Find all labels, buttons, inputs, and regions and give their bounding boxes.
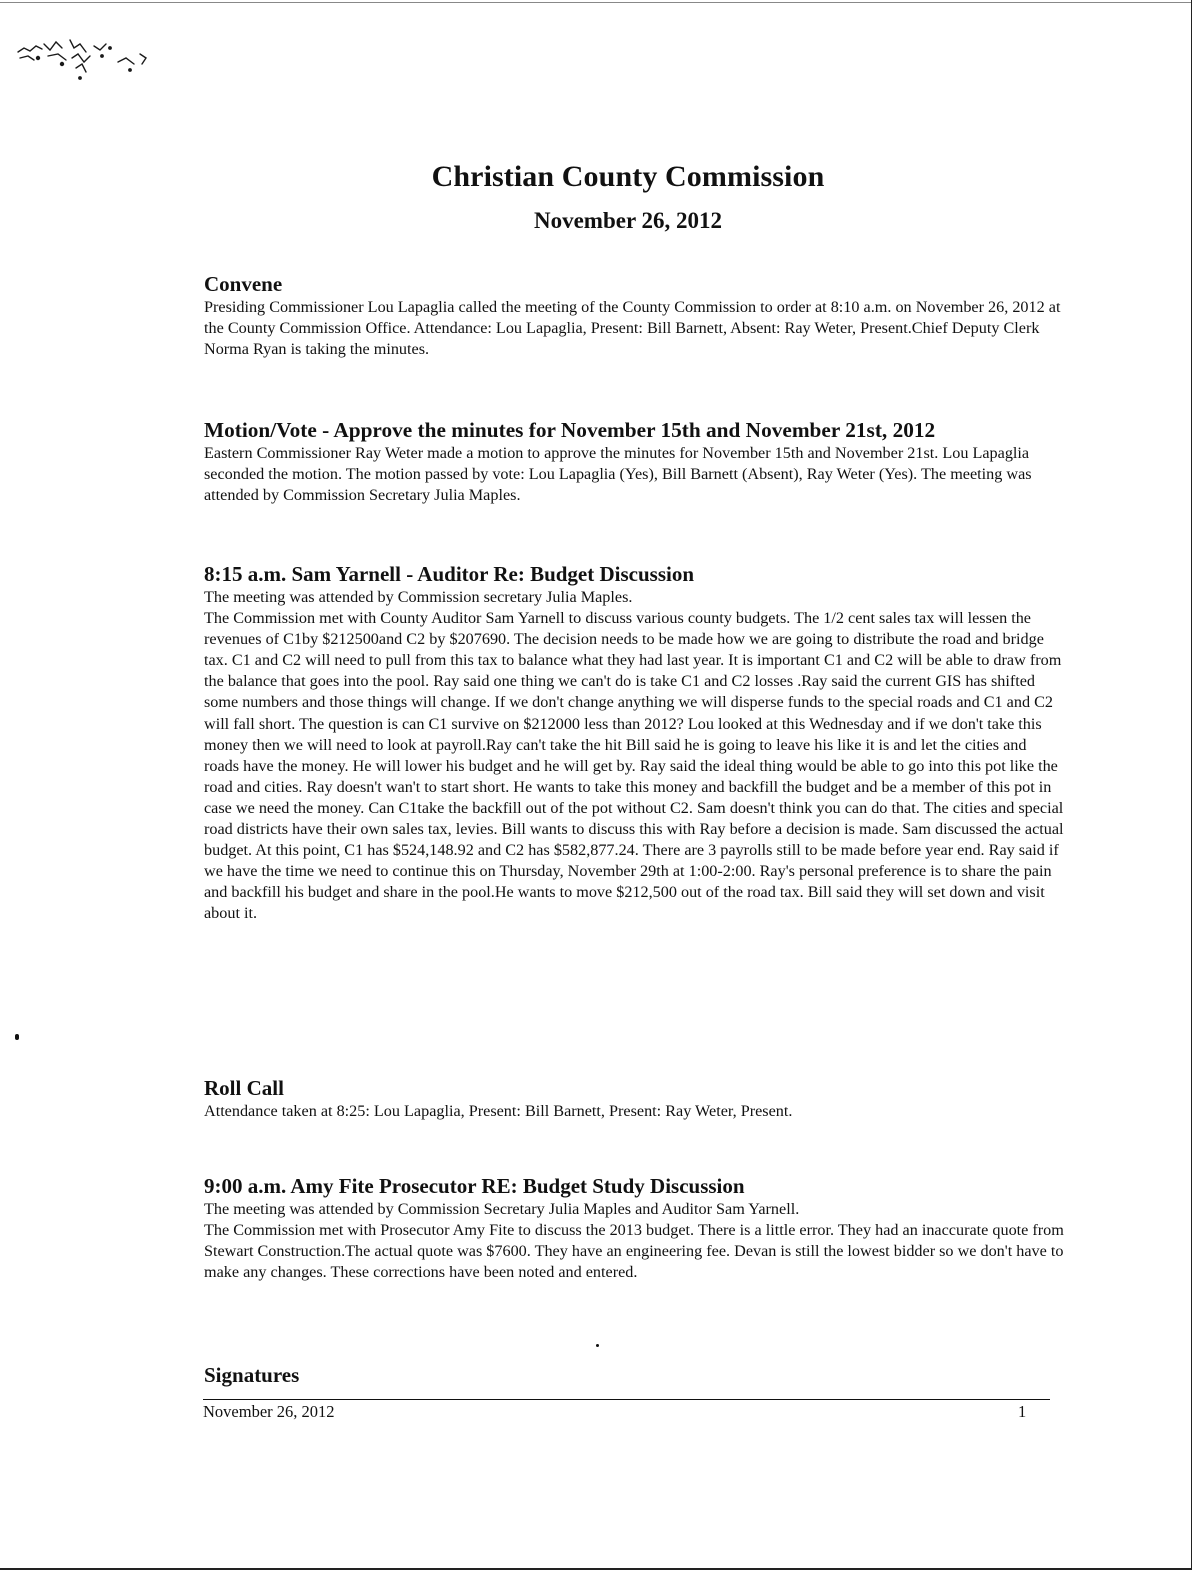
section-motion-vote (204, 417, 1064, 506)
footer-date: November 26, 2012 (203, 1402, 335, 1421)
section-prosecutor-budget (204, 1173, 1064, 1283)
footer-divider (203, 1399, 1050, 1400)
section-heading: Motion/Vote - Approve the minutes for November 15th and November 21st, 2012 (204, 418, 936, 442)
section-roll-call (204, 1075, 1064, 1122)
section-attendance-note: The meeting was attended by Commission secretary Julia Maples. (204, 588, 633, 606)
page-number: 1 (1018, 1402, 1027, 1421)
section-heading: 9:00 a.m. Amy Fite Prosecutor RE: Budget Study Discussion (204, 1174, 745, 1198)
scan-artifact-speck (596, 1344, 599, 1347)
section-heading: Signatures (204, 1363, 300, 1387)
section-convene (204, 271, 1064, 360)
section-signatures (204, 1362, 1064, 1388)
scan-artifact-marks (14, 34, 154, 84)
section-heading: Convene (204, 272, 283, 296)
section-body: Attendance taken at 8:25: Lou Lapaglia, Present: Bill Barnett, Present: Ray Weter, Present. (204, 1102, 793, 1120)
document-title: Christian County Commission (431, 160, 825, 193)
section-heading: Roll Call (204, 1076, 284, 1100)
section-auditor-budget (204, 561, 1064, 925)
document-date: November 26, 2012 (533, 208, 723, 233)
section-body: The Commission met with Prosecutor Amy Fite to discuss the 2013 budget. There is a little error. They had an inaccurate quote from Stewart Construction.The actual quote was $7600. They have an engineering fee. Devan is still the lowest bidder so we don't have to make any changes. These corrections have been noted and entered. (204, 1221, 1064, 1282)
section-attendance-note: The meeting was attended by Commission Secretary Julia Maples and Auditor Sam Yarnell. (204, 1200, 800, 1218)
page-edge-right (1191, 0, 1192, 1568)
scan-artifact-dot (15, 1034, 19, 1040)
section-body: Presiding Commissioner Lou Lapaglia called the meeting of the County Commission to order at 8:10 a.m. on November 26, 2012 at the County Commission Office. Attendance: Lou Lapaglia, Present: Bill Barnett, Absent: Ray Weter, Present.Chief Deputy Clerk Norma Ryan is taking the minutes. (204, 298, 1061, 359)
page-edge-bottom (0, 1568, 1192, 1570)
page-edge-top (0, 2, 1192, 3)
section-body: Eastern Commissioner Ray Weter made a motion to approve the minutes for November 15th and November 21st. Lou Lapaglia seconded the motion. The motion passed by vote: Lou Lapaglia (Yes), Bill Barnett (Absent), Ray Weter (Yes). The meeting was attended by Commission Secretary Julia Maples. (204, 444, 1032, 505)
section-heading: 8:15 a.m. Sam Yarnell - Auditor Re: Budget Discussion (204, 562, 695, 586)
section-body: The Commission met with County Auditor Sam Yarnell to discuss various county budgets. The 1/2 cent sales tax will lessen the revenues of C1by $212500and C2 by $207690. The decision needs to be made how we are going to distribute the road and bridge tax. C1 and C2 will need to pull from this tax to balance what they had last year. It is important C1 and C2 will be able to draw from the balance that goes into the pool. Ray said one thing we can't do is take C1 and C2 losses .Ray said the current GIS has shifted some numbers and those things will change. If we don't change anything we will disperse funds to the special roads and C1 and C2 will fall short. The question is can C1 survive on $212000 less than 2012? Lou looked at this Wednesday and if we don't take this money then we will need to look at payroll.Ray can't take the hit Bill said he is going to leave his like it is and let the cities and roads have the money. He will lower his budget and he will get by. Ray said the ideal thing would be able to go into this pot like the road and cities. Ray doesn't wan't to start short. He wants to take this money and backfill the budget and be a member of this pot in case we need the money. Can C1take the backfill out of the pot without C2. Sam doesn't think you can do that. The cities and special road districts have their own sales tax, levies. Bill wants to discuss this with Ray before a decision is made. Sam discussed the actual budget. At this point, C1 has $524,148.92 and C2 has $582,877.24. There are 3 payrolls still to be made before year end. Ray said if we have the time we need to continue this on Thursday, November 29th at 1:00-2:00. Ray's personal preference is to share the pain and backfill his budget and share in the pool.He wants to move $212,500 out of the road tax. Bill said they will set down and visit about it. (204, 609, 1064, 923)
